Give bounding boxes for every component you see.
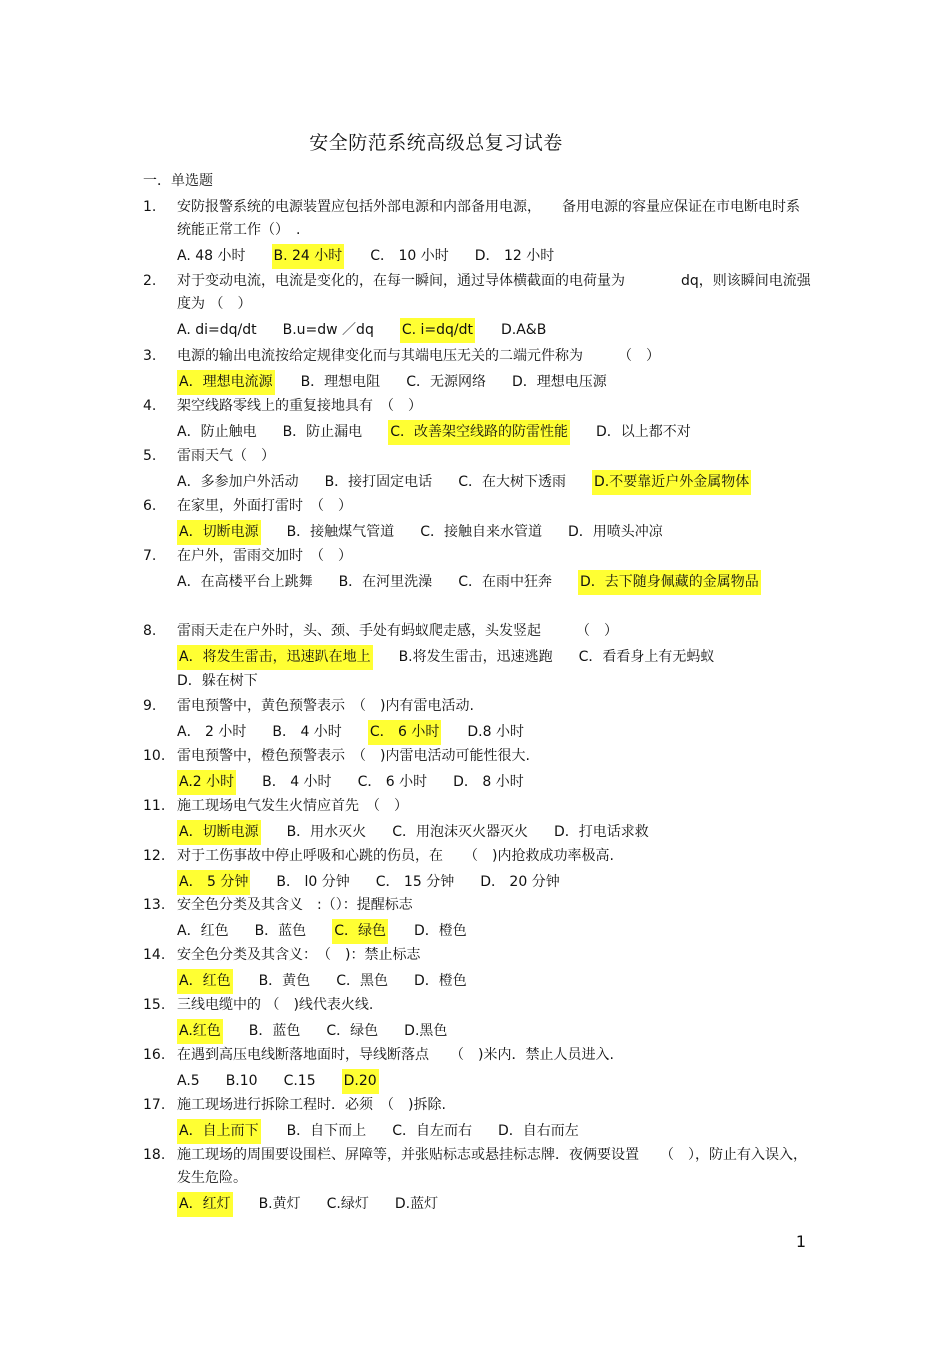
question-16 [143,1044,813,1094]
option-list [177,820,813,845]
question-17 [143,1094,813,1144]
option: B．接触煤气管道 [286,524,395,540]
option: C．自左而右 [392,1123,472,1139]
option-answer-highlighted: B. 24 小时 [272,244,345,269]
option: B．理想电阻 [300,374,381,390]
question-stem: 施工现场的周围要设围栏、屏障等，并张贴标志或悬挂标志牌．夜俩要设置 （ ），防止有入误入，发生危险。 [177,1147,807,1186]
question-5 [143,445,813,495]
option: D.A&B [501,322,547,338]
option-answer-highlighted: A．红灯 [177,1192,233,1217]
option: D.8 小时 [467,724,524,740]
option-list [177,1019,813,1044]
question-stem: 雷雨天气（ ） [177,448,275,464]
question-stem: 雷电预警中，橙色预警表示 （ )内雷电活动可能性很大. [177,748,530,764]
option-answer-highlighted: C．绿色 [332,919,388,944]
option-list [177,870,813,895]
question-stem: 对于工伤事故中停止呼吸和心跳的伤员，在 （ )内抢救成功率极高. [177,848,614,864]
page-title: 安全防范系统高级总复习试卷 [309,132,563,154]
option: B.黄灯 [258,1196,301,1212]
question-number: 16. [143,1047,166,1063]
option-list [177,470,813,495]
question-13 [143,894,813,944]
option-list [177,720,813,745]
option: D．以上都不对 [595,424,691,440]
option-list [177,919,813,944]
question-number: 12. [143,848,166,864]
option: B．自下而上 [286,1123,367,1139]
option-answer-highlighted: A.红色 [177,1019,223,1044]
question-7 [143,545,813,595]
option-answer-highlighted: A．自上而下 [177,1119,261,1144]
option: A. di=dq/dt [177,322,257,338]
option: C． 6 小时 [357,774,428,790]
question-stem: 雷电预警中，黄色预警表示 （ )内有雷电活动. [177,698,474,714]
option-list [177,645,813,693]
question-stem: 雷雨天走在户外时，头、颈、手处有蚂蚁爬走感，头发竖起 （ ） [177,623,618,639]
option: D．橙色 [413,973,467,989]
question-number: 15. [143,997,166,1013]
option-list [177,969,813,994]
option: B． 4 小时 [272,724,342,740]
option-answer-highlighted: A． 5 分钟 [177,870,250,895]
option: D.蓝灯 [394,1196,439,1212]
question-stem: 施工现场进行拆除工程时．必须 （ )拆除. [177,1097,446,1113]
option-answer-highlighted: C． 6 小时 [368,720,442,745]
option: D．用喷头冲凉 [567,524,663,540]
option: A．在高楼平台上跳舞 [177,574,313,590]
option-answer-highlighted: A.2 小时 [177,770,236,795]
question-stem: 安全色分类及其含义 :（）：提醒标志 [177,897,413,913]
option: C． 10 小时 [370,248,449,264]
option: C．看看身上有无蚂蚁 [578,649,715,665]
question-number: 5. [143,448,157,464]
option: A. 48 小时 [177,248,246,264]
question-2 [143,270,813,343]
option-list [177,1192,813,1217]
question-number: 11. [143,798,166,814]
question-stem: 电源的输出电流按给定规律变化而与其端电压无关的二端元件称为 （ ） [177,348,660,364]
question-stem: 在遇到高压电线断落地面时，导线断落点 （ )米内．禁止人员进入. [177,1047,614,1063]
question-number: 17. [143,1097,166,1113]
page-number: 1 [795,1232,806,1251]
option-answer-highlighted: A．将发生雷击，迅速趴在地上 [177,645,373,670]
option: A．防止触电 [177,424,257,440]
option: A.5 [177,1073,200,1089]
question-1 [143,196,813,269]
option: C．绿色 [326,1023,379,1039]
option: B．防止漏电 [282,424,363,440]
question-number: 8. [143,623,157,639]
question-number: 1. [143,199,157,215]
option: B． l0 分钟 [276,874,350,890]
question-stem: 三线电缆中的 （ )线代表火线. [177,997,374,1013]
option-list [177,770,813,795]
option: C．在雨中狂奔 [458,574,552,590]
option-list [177,1119,813,1144]
question-number: 2. [143,273,157,289]
question-number: 6. [143,498,157,514]
question-3 [143,345,813,395]
option: B.u=dw ／dq [282,322,374,338]
option-answer-highlighted: A．红色 [177,969,233,994]
option: D．躲在树下 [177,673,258,689]
option: B．蓝色 [254,923,307,939]
question-14 [143,944,813,994]
question-stem: 在家里，外面打雷时 （ ） [177,498,352,514]
option-answer-highlighted: D.不要靠近户外金属物体 [592,470,751,495]
option: C．黑色 [336,973,388,989]
option: C．在大树下透雨 [458,474,566,490]
option: D． 8 小时 [453,774,524,790]
option: C.绿灯 [326,1196,369,1212]
question-stem: 安全色分类及其含义： （ )：禁止标志 [177,947,421,963]
option-list [177,570,813,595]
option: B.将发生雷击，迅速逃跑 [398,649,553,665]
question-number: 10. [143,748,166,764]
option: D．理想电压源 [511,374,607,390]
question-9 [143,695,813,745]
option-answer-highlighted: D．去下随身佩藏的金属物品 [578,570,761,595]
option-list [177,244,813,269]
option: D．自右而左 [497,1123,579,1139]
question-number: 4. [143,398,157,414]
option: D． 20 分钟 [480,874,560,890]
question-stem: 对于变动电流，电流是变化的，在每一瞬间，通过导体横截面的电荷量为 dq，则该瞬间电流强度为 （ ） [177,273,811,312]
option: A． 2 小时 [177,724,247,740]
question-6 [143,495,813,545]
option-answer-highlighted: C．改善架空线路的防雷性能 [388,420,570,445]
option: C．无源网络 [406,374,486,390]
option: D.黑色 [404,1023,448,1039]
option: C.15 [283,1073,316,1089]
question-stem: 施工现场电气发生火情应首先 （ ） [177,798,408,814]
option: D．橙色 [413,923,467,939]
option: B.10 [225,1073,258,1089]
question-number: 13. [143,897,166,913]
section-heading: 一．单选题 [143,173,213,189]
option: B． 4 小时 [262,774,332,790]
option-answer-highlighted: C. i=dq/dt [400,318,475,343]
question-12 [143,845,813,895]
option-answer-highlighted: A．理想电流源 [177,370,275,395]
question-10 [143,745,813,795]
option: B．蓝色 [248,1023,301,1039]
option-list [177,318,813,343]
question-stem: 安防报警系统的电源装置应包括外部电源和内部备用电源， 备用电源的容量应保证在市电断电时系统能正常工作（） . [177,199,800,238]
option-list [177,1069,813,1094]
option: B．接打固定电话 [324,474,433,490]
option-answer-highlighted: A．切断电源 [177,820,261,845]
option-list [177,520,813,545]
option: D． 12 小时 [474,248,555,264]
question-18 [143,1144,813,1217]
question-number: 7. [143,548,157,564]
option: B．用水灭火 [286,824,367,840]
option-answer-highlighted: D.20 [342,1069,379,1094]
option: C．接触自来水管道 [420,524,542,540]
question-number: 18. [143,1147,166,1163]
option-answer-highlighted: A．切断电源 [177,520,261,545]
question-number: 3. [143,348,157,364]
option: B．黄色 [258,973,311,989]
question-8 [143,620,813,693]
option: B．在河里洗澡 [338,574,433,590]
option: A．多参加户外活动 [177,474,299,490]
option: A．红色 [177,923,229,939]
option: C． 15 分钟 [375,874,455,890]
option: C．用泡沫灭火器灭火 [392,824,528,840]
question-15 [143,994,813,1044]
option: D．打电话求救 [553,824,649,840]
option-list [177,420,813,445]
question-4 [143,395,813,445]
question-11 [143,795,813,845]
question-stem: 在户外，雷雨交加时 （ ） [177,548,352,564]
option-list [177,370,813,395]
question-number: 9. [143,698,157,714]
question-stem: 架空线路零线上的重复接地具有 （ ） [177,398,422,414]
question-number: 14. [143,947,166,963]
